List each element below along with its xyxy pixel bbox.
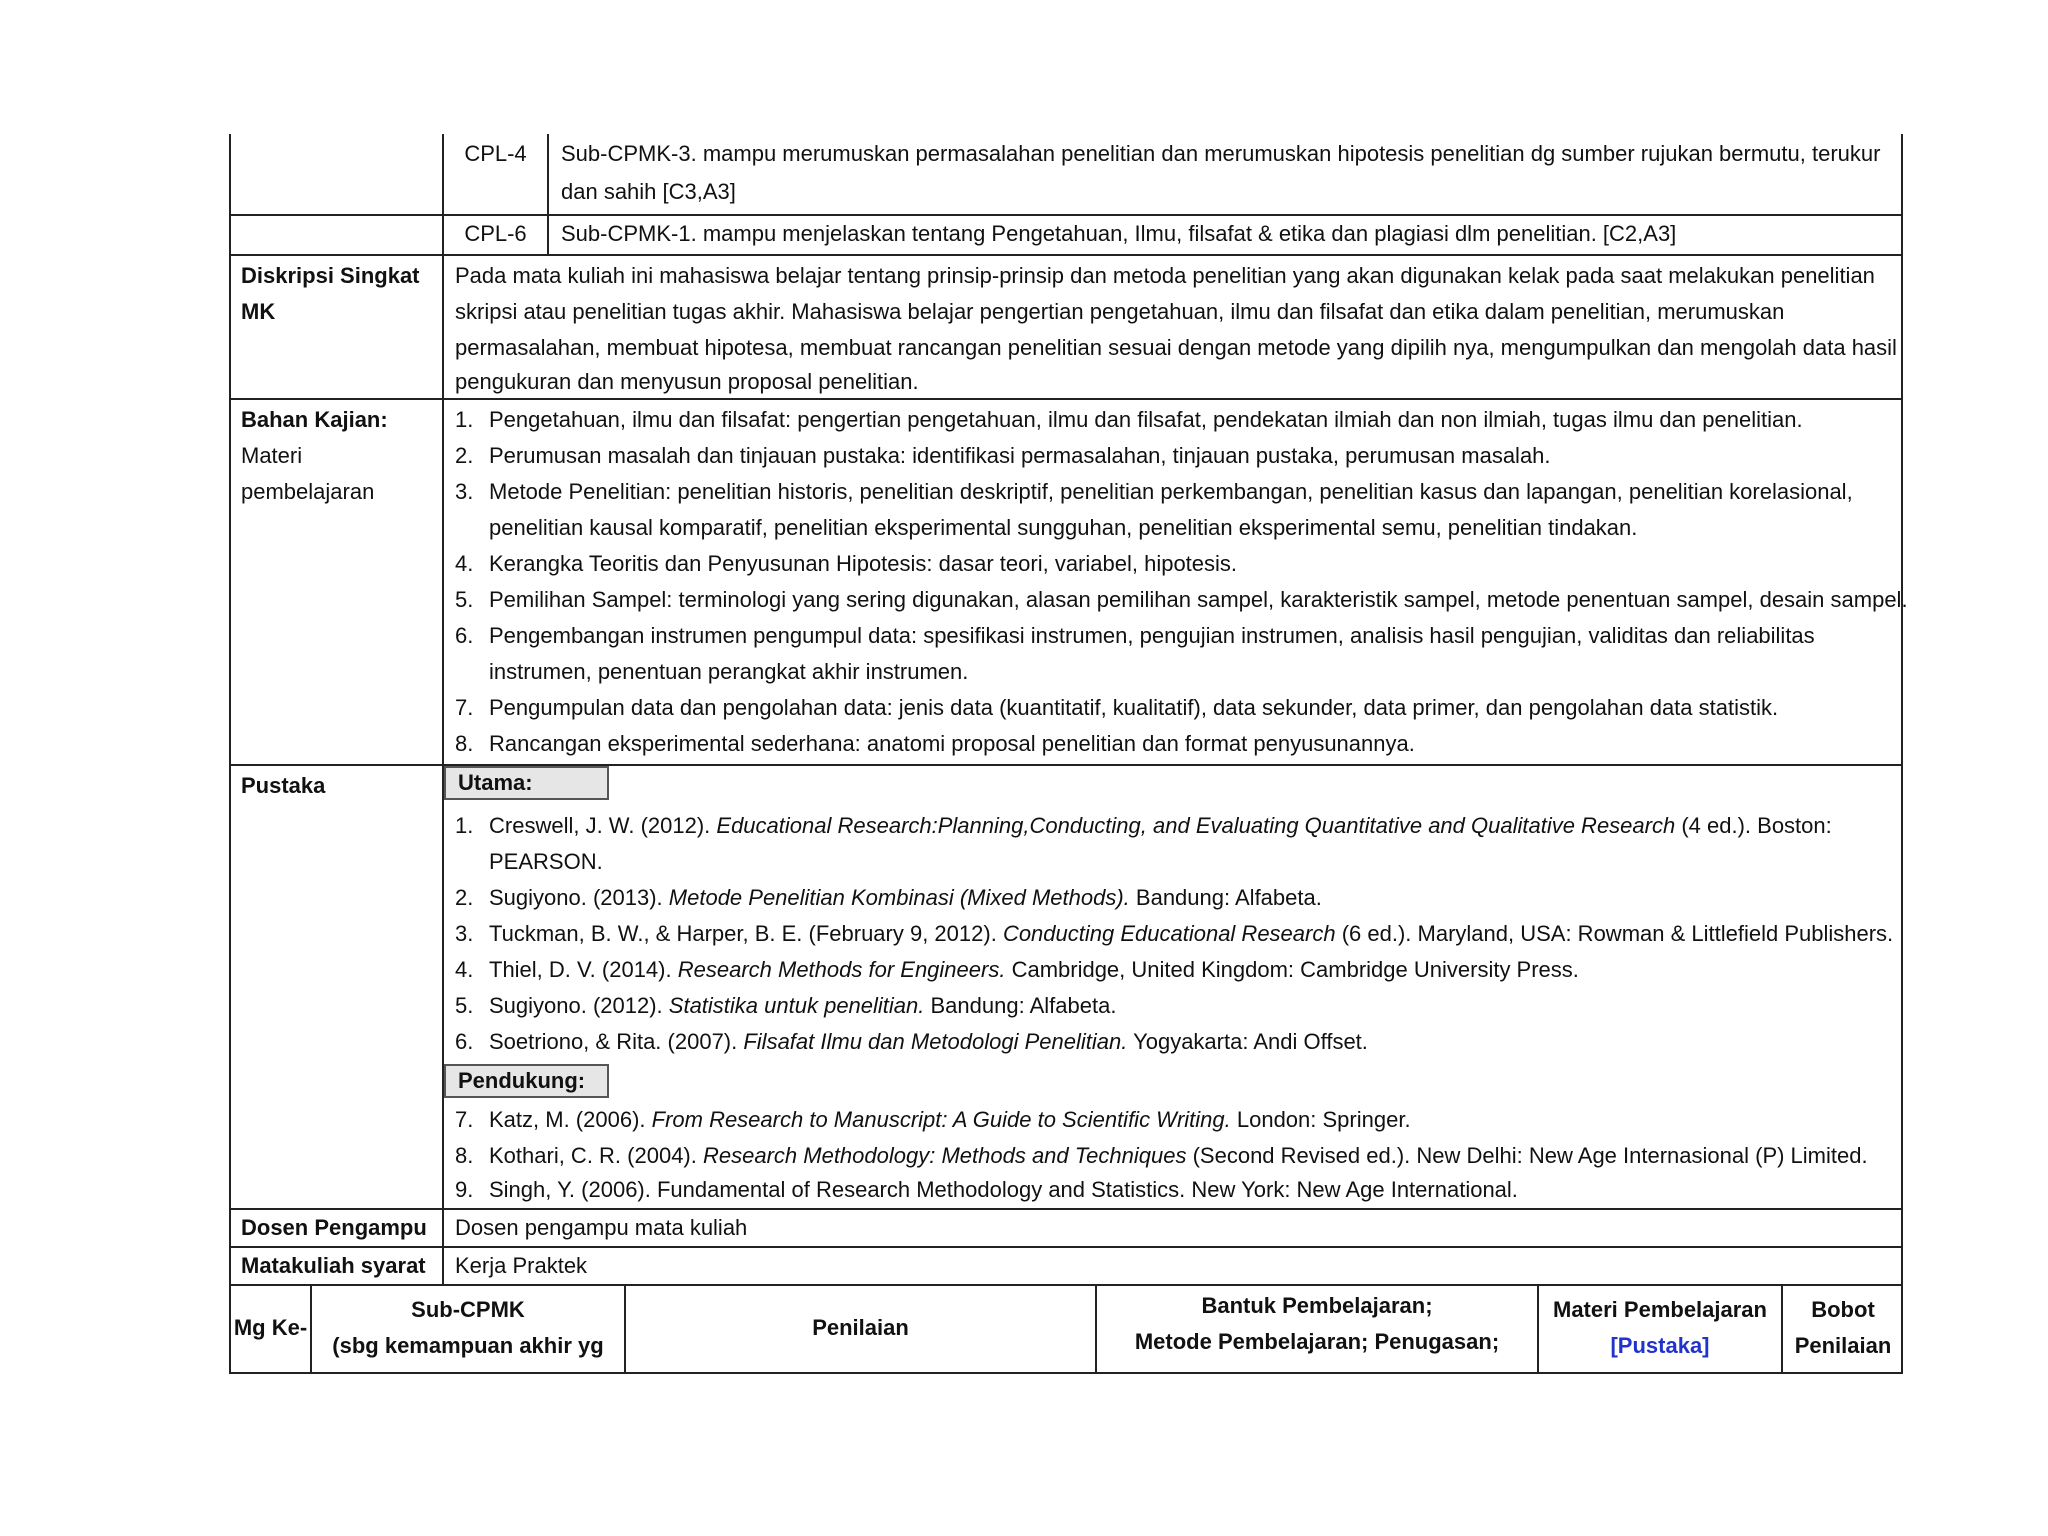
pustaka-pendukung-tag: Pendukung:	[444, 1064, 609, 1098]
header-subcpmk-line1: Sub-CPMK	[411, 1297, 525, 1322]
deskripsi-label-line2: MK	[241, 299, 276, 324]
ref-entry: Sugiyono. (2013). Metode Penelitian Kombinasi (Mixed Methods). Bandung: Alfabeta.	[489, 885, 1322, 910]
bahan-item-text: Metode Penelitian: penelitian historis, penelitian deskriptif, penelitian perkembangan, penelitian kasus dan lapangan, penelitian korelasional,	[489, 479, 1853, 504]
bahan-item-cont: instrumen, penentuan perangkat akhir instrumen.	[489, 659, 969, 684]
bahan-item-text: Perumusan masalah dan tinjauan pustaka: identifikasi permasalahan, tinjauan pustaka, perumusan masalah.	[489, 443, 1551, 468]
deskripsi-line: Pada mata kuliah ini mahasiswa belajar tentang prinsip-prinsip dan metoda penelitian yang akan digunakan kelak pada saat melakukan penelitian	[455, 263, 1875, 288]
ref-num: 1.	[455, 813, 474, 838]
rps-table	[229, 134, 1908, 1374]
ref-entry: Katz, M. (2006). From Research to Manuscript: A Guide to Scientific Writing. London: Springer.	[489, 1107, 1411, 1132]
ref-num: 3.	[455, 921, 474, 946]
syarat-label: Matakuliah syarat	[241, 1253, 426, 1278]
ref-num: 4.	[455, 957, 474, 982]
ref-entry: Soetriono, & Rita. (2007). Filsafat Ilmu dan Metodologi Penelitian. Yogyakarta: Andi Offset.	[489, 1029, 1368, 1054]
bahan-item-text: Pengumpulan data dan pengolahan data: jenis data (kuantitatif, kualitatif), data sekunder, data primer, dan pengolahan data statistik.	[489, 695, 1779, 720]
bahan-item-num: 6.	[455, 623, 474, 648]
ref-num: 5.	[455, 993, 474, 1018]
header-subcpmk-line2: (sbg kemampuan akhir yg	[332, 1333, 604, 1358]
pustaka-utama-tag: Utama:	[444, 766, 609, 800]
ref-entry: Sugiyono. (2012). Statistika untuk penelitian. Bandung: Alfabeta.	[489, 993, 1117, 1018]
dosen-label: Dosen Pengampu	[241, 1215, 427, 1240]
header-bantuk-line2: Metode Pembelajaran; Penugasan;	[1134, 1329, 1500, 1354]
bahan-label: Bahan Kajian:	[241, 407, 388, 432]
header-bobot-line1: Bobot	[1811, 1297, 1875, 1322]
bahan-item-num: 4.	[455, 551, 474, 576]
deskripsi-line: permasalahan, membuat hipotesa, membuat rancangan penelitian sesuai dengan metode yang dipilih nya, mengumpulkan dan mengolah data hasil	[455, 335, 1897, 360]
bahan-item-text: Rancangan eksperimental sederhana: anatomi proposal penelitian dan format penyusunannya.	[489, 731, 1415, 756]
deskripsi-line: pengukuran dan menyusun proposal penelitian.	[455, 369, 919, 394]
ref-entry: Thiel, D. V. (2014). Research Methods for Engineers. Cambridge, United Kingdom: Cambridge University Press.	[489, 957, 1579, 982]
deskripsi-label-line1: Diskripsi Singkat	[241, 263, 420, 288]
cpl6-code: CPL-6	[464, 221, 527, 246]
header-bobot-line2: Penilaian	[1794, 1333, 1892, 1358]
bahan-label-line2: Materi	[241, 443, 303, 468]
ref-entry: Tuckman, B. W., & Harper, B. E. (February 9, 2012). Conducting Educational Research (6 ed.). Maryland, USA: Rowman & Littlefield Publishers.	[489, 921, 1894, 946]
cpl6-text: Sub-CPMK-1. mampu menjelaskan tentang Pengetahuan, Ilmu, filsafat & etika dan plagiasi dlm penelitian. [C2,A3]	[561, 221, 1677, 246]
bahan-item-text: Kerangka Teoritis dan Penyusunan Hipotesis: dasar teori, variabel, hipotesis.	[489, 551, 1238, 576]
ref-num: 7.	[455, 1107, 474, 1132]
bahan-item-num: 5.	[455, 587, 474, 612]
ref-num: 6.	[455, 1029, 474, 1054]
cpl4-code: CPL-4	[464, 141, 527, 166]
cpl4-text-line1: Sub-CPMK-3. mampu merumuskan permasalahan penelitian dan merumuskan hipotesis penelitian dg sumber rujukan bermutu, terukur	[561, 141, 1881, 166]
deskripsi-line: skripsi atau penelitian tugas akhir. Mahasiswa belajar pengertian pengetahuan, ilmu dan filsafat dan etika dalam penelitian, merumuskan	[455, 299, 1785, 324]
ref-entry: Singh, Y. (2006). Fundamental of Research Methodology and Statistics. New York: New Age International.	[489, 1177, 1518, 1202]
ref-num: 2.	[455, 885, 474, 910]
syarat-value: Kerja Praktek	[455, 1253, 588, 1278]
header-materi-line1: Materi Pembelajaran	[1553, 1297, 1767, 1322]
cpl4-text-line2: dan sahih [C3,A3]	[561, 179, 736, 204]
ref-entry: Creswell, J. W. (2012). Educational Research:Planning,Conducting, and Evaluating Quantitative and Qualitative Research (4 ed.). Boston:	[489, 813, 1832, 838]
bahan-item-cont: penelitian kausal komparatif, penelitian eksperimental sungguhan, penelitian eksperimental semu, penelitian tindakan.	[489, 515, 1638, 540]
ref-cont: PEARSON.	[489, 849, 603, 874]
pustaka-label: Pustaka	[241, 773, 326, 798]
bahan-item-text: Pengetahuan, ilmu dan filsafat: pengertian pengetahuan, ilmu dan filsafat, pendekatan ilmiah dan non ilmiah, tugas ilmu dan penelitian.	[489, 407, 1803, 432]
header-penilaian: Penilaian	[812, 1315, 909, 1340]
bahan-item-text: Pengembangan instrumen pengumpul data: spesifikasi instrumen, pengujian instrumen, analisis hasil pengujian, validitas dan reliabilitas	[489, 623, 1815, 648]
ref-entry: Kothari, C. R. (2004). Research Methodology: Methods and Techniques (Second Revised ed.). New Delhi: New Age Internasional (P) Limited.	[489, 1143, 1868, 1168]
bahan-item-num: 1.	[455, 407, 474, 432]
header-bantuk-line1: Bantuk Pembelajaran;	[1201, 1293, 1433, 1318]
ref-num: 9.	[455, 1177, 474, 1202]
bahan-item-num: 8.	[455, 731, 474, 756]
ref-num: 8.	[455, 1143, 474, 1168]
dosen-value: Dosen pengampu mata kuliah	[455, 1215, 748, 1240]
bahan-label-line3: pembelajaran	[241, 479, 375, 504]
bahan-item-text: Pemilihan Sampel: terminologi yang sering digunakan, alasan pemilihan sampel, karakteristik sampel, metode penentuan sampel, desain sampel.	[489, 587, 1908, 612]
bahan-item-num: 2.	[455, 443, 474, 468]
header-materi-pustaka-link[interactable]: [Pustaka]	[1610, 1333, 1710, 1358]
bahan-item-num: 7.	[455, 695, 474, 720]
bahan-item-num: 3.	[455, 479, 474, 504]
header-mg: Mg Ke-	[233, 1315, 308, 1340]
